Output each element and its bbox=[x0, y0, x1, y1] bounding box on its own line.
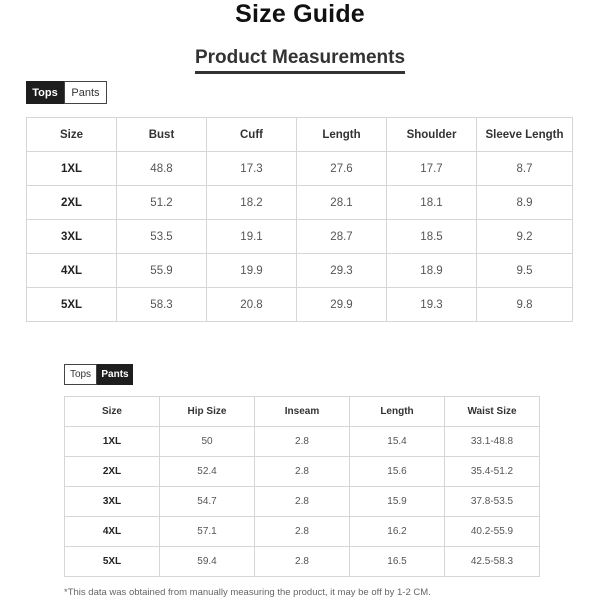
cell-length: 29.3 bbox=[297, 254, 387, 288]
cell-size: 2XL bbox=[65, 457, 160, 487]
cell-waist-size: 33.1-48.8 bbox=[445, 427, 540, 457]
table-header-row bbox=[65, 397, 540, 427]
header-length: Length bbox=[297, 118, 387, 152]
cell-shoulder: 18.1 bbox=[387, 186, 477, 220]
measurement-disclaimer: *This data was obtained from manually measuring the product, it may be off by 1-2 CM. bbox=[64, 587, 431, 598]
cell-size: 5XL bbox=[27, 288, 117, 322]
cell-size: 1XL bbox=[27, 152, 117, 186]
cell-sleeve-length: 8.7 bbox=[477, 152, 573, 186]
tops-measurements-table bbox=[26, 117, 573, 322]
page-title: Size Guide bbox=[235, 0, 365, 28]
cell-sleeve-length: 9.5 bbox=[477, 254, 573, 288]
header-cuff: Cuff bbox=[207, 118, 297, 152]
subtitle-container bbox=[0, 47, 600, 74]
cell-length: 29.9 bbox=[297, 288, 387, 322]
cell-size: 3XL bbox=[27, 220, 117, 254]
table-row bbox=[65, 517, 540, 547]
cell-size: 4XL bbox=[65, 517, 160, 547]
cell-size: 3XL bbox=[65, 487, 160, 517]
header-sleeve-length: Sleeve Length bbox=[477, 118, 573, 152]
cell-sleeve-length: 9.2 bbox=[477, 220, 573, 254]
cell-inseam: 2.8 bbox=[255, 487, 350, 517]
cell-shoulder: 17.7 bbox=[387, 152, 477, 186]
cell-length: 15.6 bbox=[350, 457, 445, 487]
header-shoulder: Shoulder bbox=[387, 118, 477, 152]
cell-hip-size: 57.1 bbox=[160, 517, 255, 547]
cell-inseam: 2.8 bbox=[255, 427, 350, 457]
cell-length: 28.1 bbox=[297, 186, 387, 220]
cell-hip-size: 54.7 bbox=[160, 487, 255, 517]
header-hip-size: Hip Size bbox=[160, 397, 255, 427]
pants-measurements-table bbox=[64, 396, 540, 577]
cell-bust: 55.9 bbox=[117, 254, 207, 288]
cell-inseam: 2.8 bbox=[255, 517, 350, 547]
cell-length: 28.7 bbox=[297, 220, 387, 254]
cell-shoulder: 18.5 bbox=[387, 220, 477, 254]
cell-cuff: 18.2 bbox=[207, 186, 297, 220]
cell-inseam: 2.8 bbox=[255, 547, 350, 577]
table-row bbox=[65, 487, 540, 517]
table-row bbox=[65, 427, 540, 457]
cell-cuff: 20.8 bbox=[207, 288, 297, 322]
header-inseam: Inseam bbox=[255, 397, 350, 427]
table-row bbox=[27, 186, 573, 220]
table-row bbox=[27, 288, 573, 322]
cell-bust: 58.3 bbox=[117, 288, 207, 322]
tab-tops[interactable]: Tops bbox=[64, 364, 97, 385]
cell-length: 27.6 bbox=[297, 152, 387, 186]
product-measurements-heading: Product Measurements bbox=[195, 47, 405, 74]
cell-bust: 51.2 bbox=[117, 186, 207, 220]
tab-tops[interactable]: Tops bbox=[26, 81, 64, 104]
cell-length: 16.5 bbox=[350, 547, 445, 577]
header-size: Size bbox=[27, 118, 117, 152]
table-row bbox=[65, 457, 540, 487]
table-header-row bbox=[27, 118, 573, 152]
cell-sleeve-length: 8.9 bbox=[477, 186, 573, 220]
table-row bbox=[27, 152, 573, 186]
cell-waist-size: 40.2-55.9 bbox=[445, 517, 540, 547]
cell-shoulder: 19.3 bbox=[387, 288, 477, 322]
table-row bbox=[27, 220, 573, 254]
cell-length: 15.4 bbox=[350, 427, 445, 457]
tops-section-tabs bbox=[26, 81, 107, 104]
cell-shoulder: 18.9 bbox=[387, 254, 477, 288]
cell-hip-size: 50 bbox=[160, 427, 255, 457]
cell-cuff: 17.3 bbox=[207, 152, 297, 186]
cell-waist-size: 42.5-58.3 bbox=[445, 547, 540, 577]
cell-sleeve-length: 9.8 bbox=[477, 288, 573, 322]
tab-pants[interactable]: Pants bbox=[64, 81, 107, 104]
table-row bbox=[65, 547, 540, 577]
tab-pants[interactable]: Pants bbox=[97, 364, 133, 385]
cell-inseam: 2.8 bbox=[255, 457, 350, 487]
cell-cuff: 19.9 bbox=[207, 254, 297, 288]
cell-bust: 53.5 bbox=[117, 220, 207, 254]
cell-size: 1XL bbox=[65, 427, 160, 457]
cell-waist-size: 37.8-53.5 bbox=[445, 487, 540, 517]
cell-size: 5XL bbox=[65, 547, 160, 577]
cell-length: 16.2 bbox=[350, 517, 445, 547]
header-length: Length bbox=[350, 397, 445, 427]
cell-hip-size: 59.4 bbox=[160, 547, 255, 577]
header-size: Size bbox=[65, 397, 160, 427]
cell-size: 4XL bbox=[27, 254, 117, 288]
header-bust: Bust bbox=[117, 118, 207, 152]
cell-cuff: 19.1 bbox=[207, 220, 297, 254]
cell-hip-size: 52.4 bbox=[160, 457, 255, 487]
cell-length: 15.9 bbox=[350, 487, 445, 517]
cell-bust: 48.8 bbox=[117, 152, 207, 186]
pants-section-tabs bbox=[64, 364, 133, 385]
table-row bbox=[27, 254, 573, 288]
cell-size: 2XL bbox=[27, 186, 117, 220]
header-waist-size: Waist Size bbox=[445, 397, 540, 427]
cell-waist-size: 35.4-51.2 bbox=[445, 457, 540, 487]
